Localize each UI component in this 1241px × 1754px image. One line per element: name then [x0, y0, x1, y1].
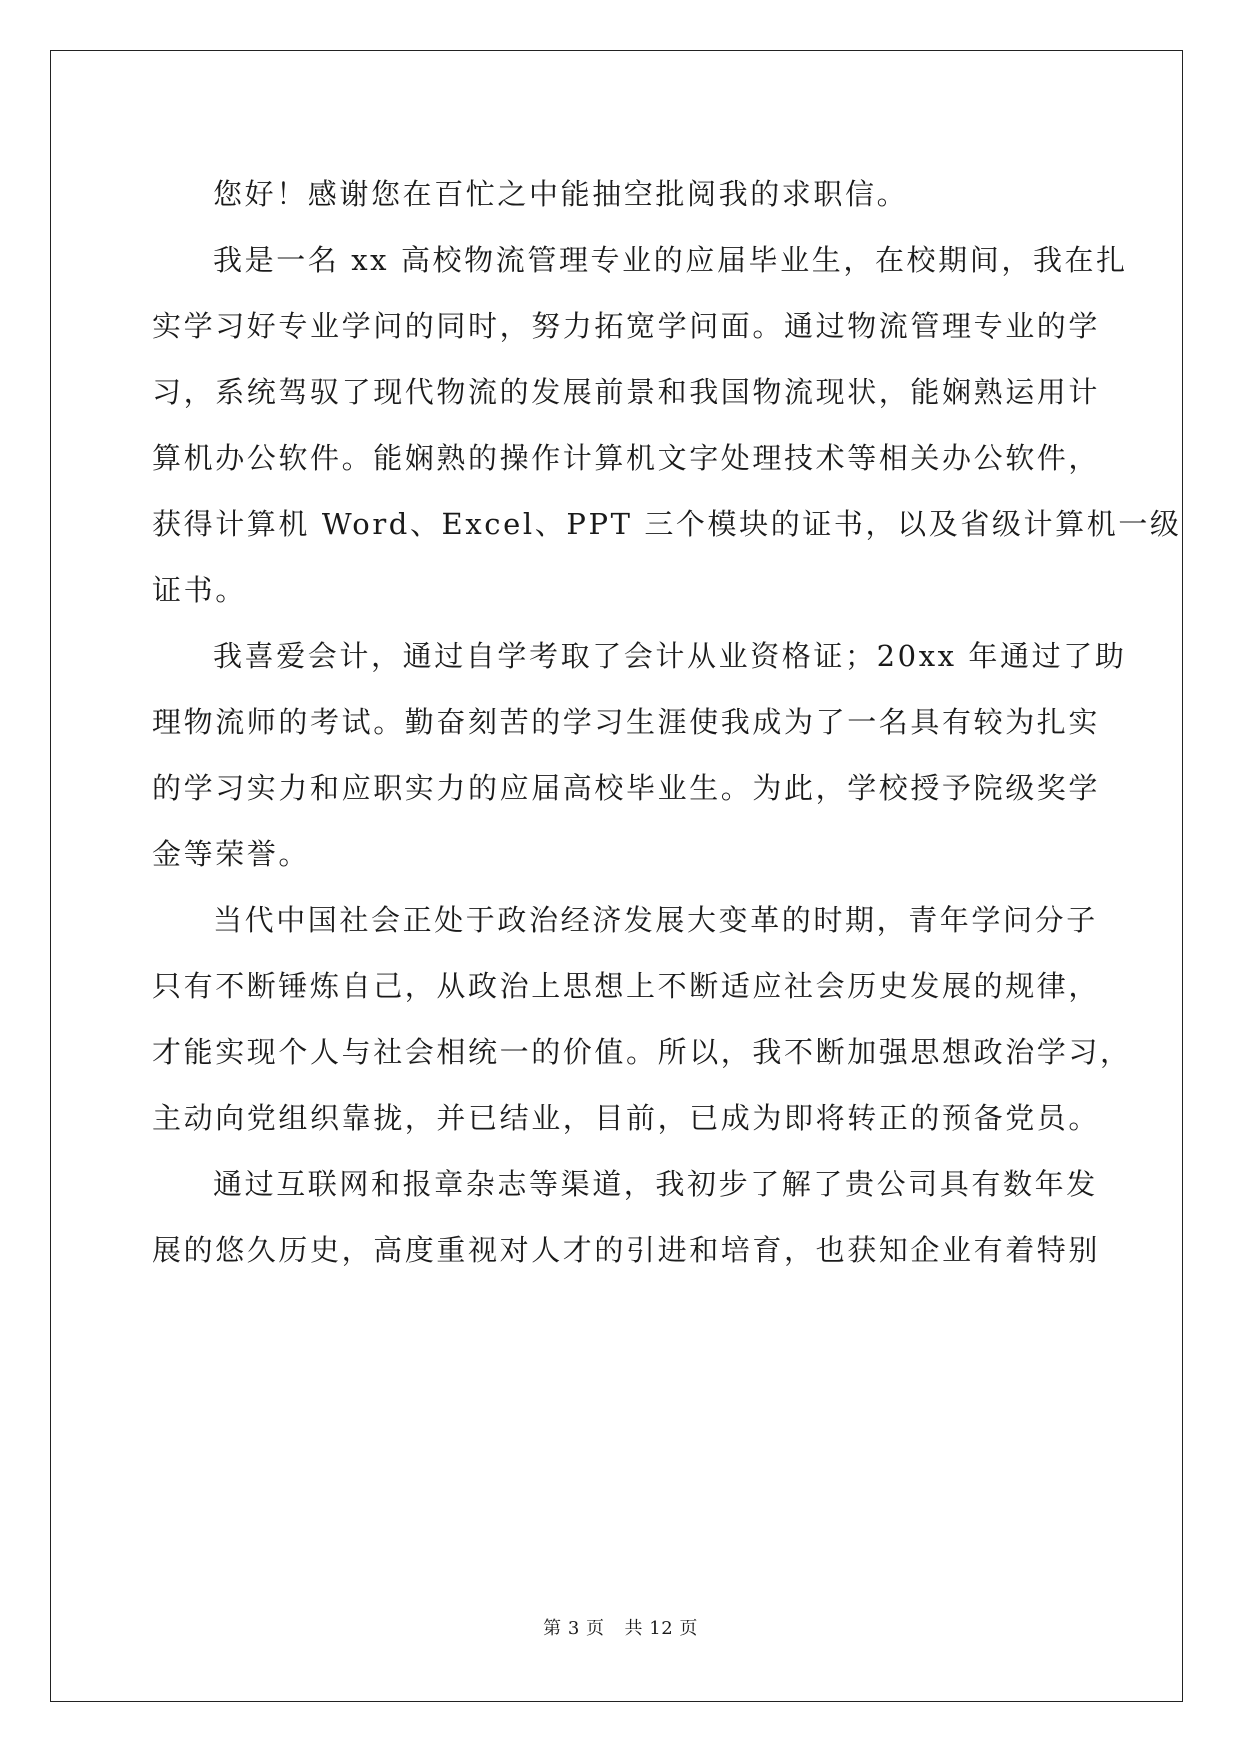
- paragraph-line: 金等荣誉。: [152, 837, 311, 871]
- paragraph-line: 的学习实力和应职实力的应届高校毕业生。为此，学校授予院级奖学: [152, 771, 1101, 805]
- paragraph-line: 实学习好专业学问的同时，努力拓宽学问面。通过物流管理专业的学: [152, 309, 1101, 343]
- paragraph-line: 您好！感谢您在百忙之中能抽空批阅我的求职信。: [213, 177, 909, 211]
- paragraph-line: 只有不断锤炼自己，从政治上思想上不断适应社会历史发展的规律，: [152, 969, 1101, 1003]
- page-number: 第 3 页: [543, 1618, 605, 1639]
- page-footer: [0, 1614, 1241, 1640]
- paragraph-line: 证书。: [152, 573, 247, 607]
- paragraph-line: 通过互联网和报章杂志等渠道，我初步了解了贵公司具有数年发: [213, 1167, 1098, 1201]
- paragraph-line: 当代中国社会正处于政治经济发展大变革的时期，青年学问分子: [213, 903, 1098, 937]
- paragraph-line: 才能实现个人与社会相统一的价值。所以，我不断加强思想政治学习，: [152, 1035, 1132, 1069]
- paragraph-line: 理物流师的考试。勤奋刻苦的学习生涯使我成为了一名具有较为扎实: [152, 705, 1101, 739]
- paragraph-line: 我是一名 xx 高校物流管理专业的应届毕业生，在校期间，我在扎: [213, 243, 1128, 277]
- paragraph-line: 展的悠久历史，高度重视对人才的引进和培育，也获知企业有着特别: [152, 1233, 1101, 1267]
- letter-body: [152, 161, 1182, 1283]
- paragraph-line: 习，系统驾驭了现代物流的发展前景和我国物流现状，能娴熟运用计: [152, 375, 1101, 409]
- paragraph-line: 算机办公软件。能娴熟的操作计算机文字处理技术等相关办公软件，: [152, 441, 1101, 475]
- page-total: 共 12 页: [624, 1618, 698, 1639]
- paragraph-line: 我喜爱会计，通过自学考取了会计从业资格证；20xx 年通过了助: [213, 639, 1127, 673]
- paragraph-line: 主动向党组织靠拢，并已结业，目前，已成为即将转正的预备党员。: [152, 1101, 1101, 1135]
- paragraph-line: 获得计算机 Word、Excel、PPT 三个模块的证书，以及省级计算机一级: [152, 507, 1182, 541]
